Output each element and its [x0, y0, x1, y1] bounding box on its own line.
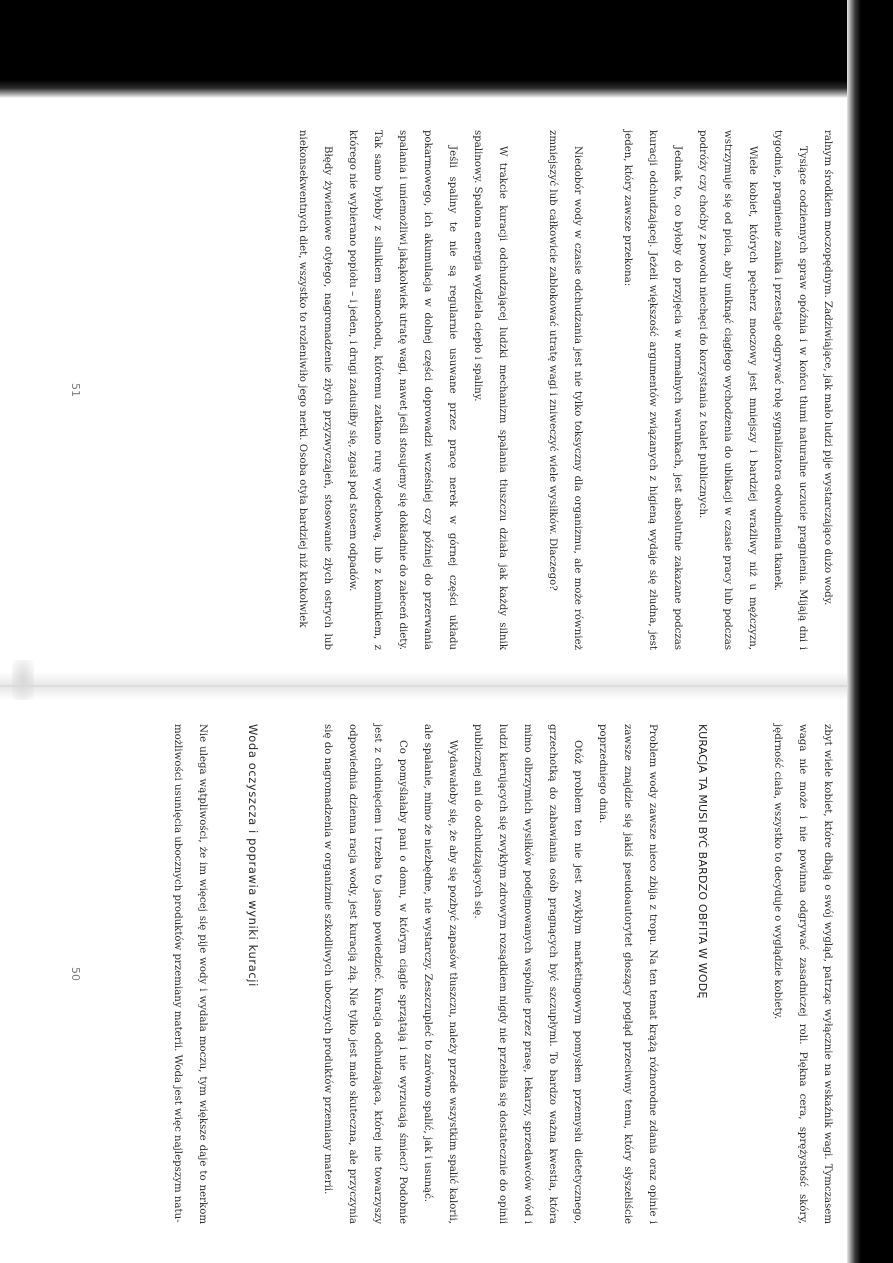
paragraph: Wiele kobiet, których pęcherz moczowy jest mniejszy i bardziej wrażliwy niż u mężczyzn, wstrzymuje się od picia, aby uniknąć ciągłego wychodzenia do ubikacji w czasie pracy lub podczas podróży czy choćby z powodu niechęci do korzystania z toalet publicznych. [697, 130, 758, 650]
paragraph: zbyt wiele kobiet, które dbają o swój wygląd, patrząc wyłącznie na wskaźnik wagi. Tymczasem waga nie może i nie powinna odgrywać zasadniczej roli. Piękna cera, sprężystość skóry, jędrność ciała, wszystko to decyduje o wyglądzie kobiety. [772, 724, 833, 1224]
page-50-rotated-content [50, 704, 840, 1244]
page-50-intro [765, 724, 840, 1224]
paragraph: Nie ulega wątpliwości, że im więcej się pije wody i wydala moczu, tym większe daje to nerkom możliwości usunięcia ubocznych produktów przemiany materii. Woda jest więc najlepszym natu- [172, 724, 208, 1224]
paragraph: Otóż problem ten nie jest zwykłym marketingowym pomysłem przemysłu dietetycznego, grzechotką do zabawiania osób pragnących być szczupłymi. To bardzo ważna kwestia, która mimo olbrzymich wysiłków podejmowanych wspólnie przez prasę, lekarzy, sprzedawców wód i ludzi kierujących się zwykłym zdrowym rozsądkiem nigdy nie przebiła się dostatecznie do opinii publicznej ani do odchudzających się. [472, 724, 583, 1224]
paragraph: ralnym środkiem moczopędnym. Zadziwiające, jak mało ludzi pije wystarczająco dużo wody. [822, 130, 833, 606]
page-number-51: 51 [69, 383, 82, 397]
paragraph: Jeśli spaliny te nie są regularnie usuwane przez pracę nerek w górnej części układu pokarmowego, ich akumulacja w dolnej części doprowadzi wcześniej czy później do przerwania spalania i uniemożliwi jakąkolwiek utratę wagi, nawet jeśli stosujemy się dokładnie do zaleceń diety. Tak samo byłoby z silnikiem samochodu, któremu zatkano rurę wydechową, lub z kominkiem, z którego nie wybierano popiołu – i jeden, i drugi zadusiłby się, zgasł pod stosem odpadów. [347, 130, 458, 650]
paragraph: Jednak to, co byłoby do przyjęcia w normalnych warunkach, jest absolutnie zakazane podczas kuracji odchudzającej. Jeżeli większość argumentów związanych z higieną wydaje się złudna, jest jeden, który zawsze przekona: [622, 130, 683, 650]
paragraph: Wydawałoby się, że aby się pozbyć zapasów tłuszczu, należy przede wszystkim spalić kalorii, ale spalanie, mimo że niezbędne, nie wystarczy. Zeszczupleć to zarówno spalić, jak i usunąć. [422, 724, 458, 1224]
paragraph: Niedobór wody w czasie odchudzania jest nie tylko toksyczny dla organizmu, ale może również zmniejszyć lub całkowicie zablokować utratę wagi i zniweczyć wiele wysiłków. Dlaczego? [547, 130, 583, 650]
section-heading-water: KURACJA TA MUSI BYĆ BARDZO OBFITA W WODĘ [696, 724, 709, 999]
paragraph: Błędy żywieniowe otyłego, nagromadzenie złych przyzwyczajeń, stosowanie złych ostrych lub niekonsekwentnych diet, wszystko to rozleniwiło jego nerki. Osoba otyła bardziej niż ktokolwiek [297, 130, 333, 650]
page-51 [50, 110, 840, 670]
subheading-water-cleanses: Woda oczyszcza i poprawia wyniki kuracji [246, 724, 260, 987]
scanner-shadow-top [0, 0, 893, 98]
page-51-rotated-content [50, 110, 840, 670]
paragraph: W trakcie kuracji odchudzającej ludzki mechanizm spalania tłuszczu działa jak każdy silnik spalinowy. Spalona energia wydziela ciepło i spaliny. [472, 130, 508, 650]
paragraph: Co pomyślałaby pani o domu, w którym ciągle sprzątają i nie wyrzucają śmieci? Podobnie jest z chudnięciem i trzeba to jasno powiedzieć. Kuracja odchudzająca, której nie towarzyszy odpowiednia dzienna racja wody, jest kuracją złą. Nie tylko jest mało skuteczna, ale przyczynia się do nagromadzenia w organizmie szkodliwych ubocznych produktów przemiany materii. [322, 724, 408, 1224]
page-number-50: 50 [69, 967, 82, 981]
page-51-text-column [290, 130, 840, 650]
book-gutter [0, 672, 847, 700]
scanner-shadow-right [847, 0, 893, 1263]
page-50-main-text [315, 724, 665, 1224]
page-edge-mark [12, 660, 34, 700]
page-50-closing-text [165, 724, 215, 1224]
page-50 [50, 704, 840, 1244]
page-50-text-column [165, 724, 840, 1224]
paragraph: Problem wody zawsze nieco zbija z tropu. Na ten temat krążą różnorodne zdania oraz opinie i zawsze znajdzie się jakiś pseudoautorytet głoszący pogląd przeciwny temu, który słyszeliście poprzedniego dnia. [597, 724, 658, 1224]
paragraph: Tysiące codziennych spraw opóźnia i w końcu tłumi naturalne uczucie pragnienia. Mijają dni i tygodnie, pragnienie zanika i przestaje odgrywać rolę sygnalizatora odwodnienia tkanek. [772, 130, 808, 650]
